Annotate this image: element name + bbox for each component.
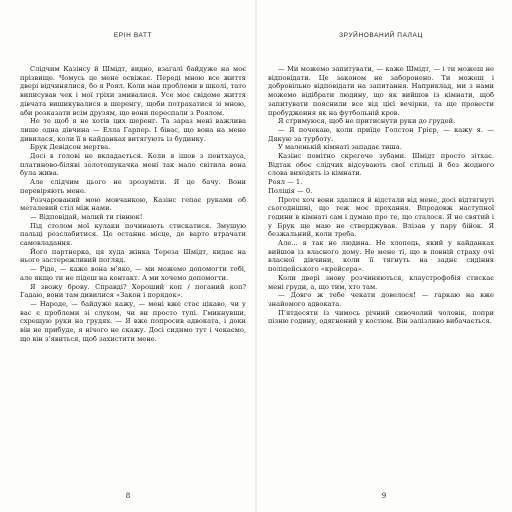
left-body-text	[20, 65, 246, 344]
paragraph: Проте хоч вони здалися й відстали від мене, досі відтягнуті сьогоднішні, що теж моє прохання. Впродовж наступної години в кімнаті сам і думаю про те, що сталося. Я не святий і у Брук ще маю не стверджував. Влізав у пару бійок. Я безжальний, коли треба.	[268, 195, 494, 239]
paragraph: Досі в голові не вкладається. Коли я ішов з пентхауса, платиново-біляві золотошукачка мені так мало світила вона була жива.	[20, 152, 246, 178]
paragraph: Але слідчим цього не зрозуміти. Я це бачу. Вони перевіряють мене.	[20, 178, 246, 195]
running-head-author: ЕРІН ВАТТ	[113, 32, 153, 39]
paragraph: Під столом мої кулаки починають стискатися. Змушую пальці розслабитися. Це останнє місце, де варто втрачати самовладання.	[20, 221, 246, 248]
paragraph: — Довго ж тебе чекати довелося! — гаркаю на вже знайомого адвоката.	[268, 291, 494, 308]
paragraph: Я звожу брову. Справді? Хороший коп / поганий коп? Гадаю, вони там дивилися «Закон і порядок».	[20, 282, 246, 300]
paragraph: Слідчим Казінсу й Шмідт, видно, взагалі байдуже на моє прізвище. Чомусь це мене освіжає. Переді мною все життя двері відчинялися, бо я Роял. Коли мав проблеми в школі, тато виписував чек і мої гріхи змивалися. Усе моє свідоме життя дівчата вишикувалися в шеренгу, щоби потрахатися зі мною, аби розказати всім друзям, що вони переспали з Роялом.	[20, 65, 246, 117]
paragraph: — Ріде, — каже вона м’яко, — ми можемо допомогти тобі, але якщо ти не підеш на контакт. А ми хочемо допомогти.	[20, 265, 246, 282]
right-page	[256, 0, 512, 512]
paragraph: Поліція — 0.	[268, 186, 313, 195]
paragraph: Я стримуюся, щоб не притиснути руки до грудей.	[278, 117, 456, 126]
paragraph: Брук Девідсон мертва.	[30, 143, 111, 152]
right-body-text	[268, 65, 494, 326]
paragraph: — Ми можемо запитувати, — каже Шмідт, — і ти можеш не відповідати. Це законом не заборонено. Ти можеш і добровільно відповідати на запитання. Наприклад, ми з нами можемо відібрати людину, що як вийшов із кімнати, щоб запитувати пояснили все від цієї вечірки, та ще провести пробудження як на футбольній кров.	[268, 65, 494, 117]
paragraph: Розчарований мою мовчанкою, Казінс гепає руками об металевий стіл між нами.	[20, 195, 246, 213]
paragraph: Казінс помітно скрегоче зубами. Шмідт просто зітхає. Відтак обоє слідчих відсувають свої стільці й без жодного слова виходять із кімнати.	[268, 152, 494, 178]
paragraph: Але... я так не людина. Не хлопець, який у кайданках вийшов із власного дому. Не мене ті, що в повній страху очі власної дівчини, коли її тягнуть на заднє сидіння поліцейського «крейсера».	[268, 239, 494, 274]
page-number-right: 9	[381, 492, 387, 500]
paragraph: Коли двері знову розчиняються, клаустрофобія стискає мені груди, а, що тим, хто там.	[268, 273, 494, 291]
paragraph: П’ятдесяти із чимось річний сивочолий чоловік, попри пізню годину, одягнений у костюм. Він залізливо вибачається.	[268, 308, 494, 326]
paragraph: — Я почекаю, коли приїде Голстон Грієр, — кажу я. — Дякую за турботу.	[268, 125, 494, 143]
paragraph: Не те щоб я не хотів цих шеренг. Та зараз мені важлива лише одна дівчина — Елла Гарпер. І бівас, що вона на мене дивилася, коли її в кайданках витягують із будинку.	[20, 117, 246, 143]
running-head-title: ЗРУЙНОВАНИЙ ПАЛАЦ	[339, 32, 423, 39]
paragraph: Його партнерка, ця худа жінка Тереза Шмідт, кидає на нього застережливий погляд.	[20, 247, 246, 265]
paragraph: — Відповідай, малий ти гівнюк!	[30, 212, 143, 221]
paragraph: Роял — 1.	[268, 178, 303, 187]
paragraph: У маленькій кімнаті западає тиша.	[278, 143, 402, 152]
paragraph: — Народе, — байдуже кажу, — мені вже стає цікаво, чи у вас є проблеми зі слухом, чи ви просто тупі. Гмикнувши, схрещую руки на грудях. — Я вже попросив адвоката, і доки він не прибуде, я нічого не скажу. Досі сидимо тут і чекаємо, що він з’явиться, щоб захистити мене.	[20, 299, 246, 343]
page-number-left: 8	[125, 492, 131, 500]
